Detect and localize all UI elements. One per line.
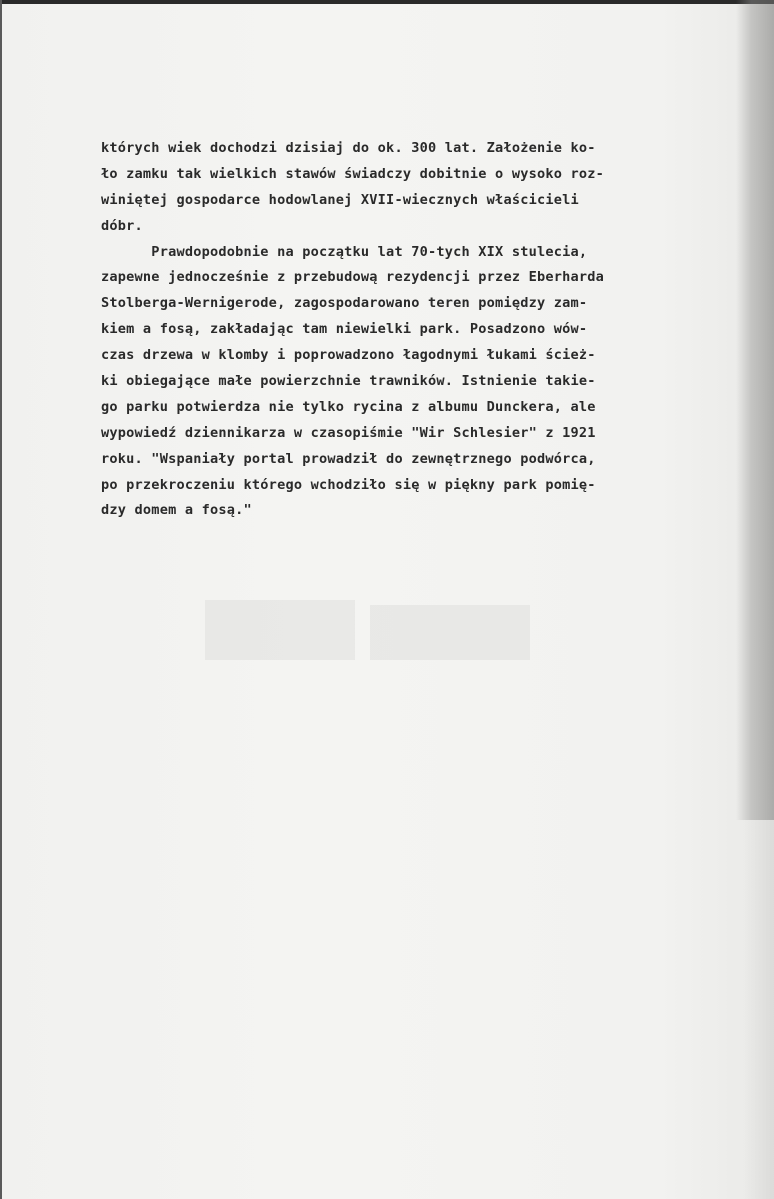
typed-text bbox=[101, 136, 701, 524]
text-line: dóbr. bbox=[101, 217, 143, 234]
text-line: czas drzewa w klomby i poprowadzono łagodnymi łukami ścież- bbox=[101, 347, 596, 364]
text-line: ki obiegające małe powierzchnie trawników. Istnienie takie- bbox=[101, 373, 596, 390]
bleed-through-mark bbox=[370, 605, 530, 660]
text-line: zapewne jednocześnie z przebudową rezydencji przez Eberharda bbox=[101, 269, 605, 286]
text-line: wypowiedź dziennikarza w czasopiśmie "Wir Schlesier" z 1921 bbox=[101, 424, 596, 441]
text-line: Stolberga-Wernigerode, zagospodarowano teren pomiędzy zam- bbox=[101, 295, 588, 312]
text-line: Prawdopodobnie na początku lat 70-tych XIX stulecia, bbox=[101, 243, 588, 260]
text-line: go parku potwierdza nie tylko rycina z albumu Dunckera, ale bbox=[101, 398, 596, 415]
page-right-shadow-lower bbox=[744, 820, 774, 1199]
bleed-through-mark bbox=[205, 600, 355, 660]
page-top-edge bbox=[0, 0, 774, 4]
page-right-shadow bbox=[736, 0, 774, 820]
text-line: dzy domem a fosą." bbox=[101, 502, 252, 519]
text-line: kiem a fosą, zakładając tam niewielki park. Posadzono wów- bbox=[101, 321, 588, 338]
text-line: winiętej gospodarce hodowlanej XVII-wiecznych właścicieli bbox=[101, 191, 579, 208]
text-line: roku. "Wspaniały portal prowadził do zewnętrznego podwórca, bbox=[101, 450, 596, 467]
text-line: których wiek dochodzi dzisiaj do ok. 300 lat. Założenie ko- bbox=[101, 140, 596, 156]
text-line: ło zamku tak wielkich stawów świadczy dobitnie o wysoko roz- bbox=[101, 165, 605, 182]
page-left-edge bbox=[0, 0, 2, 1199]
text-line: po przekroczeniu którego wchodziło się w piękny park pomię- bbox=[101, 476, 596, 493]
